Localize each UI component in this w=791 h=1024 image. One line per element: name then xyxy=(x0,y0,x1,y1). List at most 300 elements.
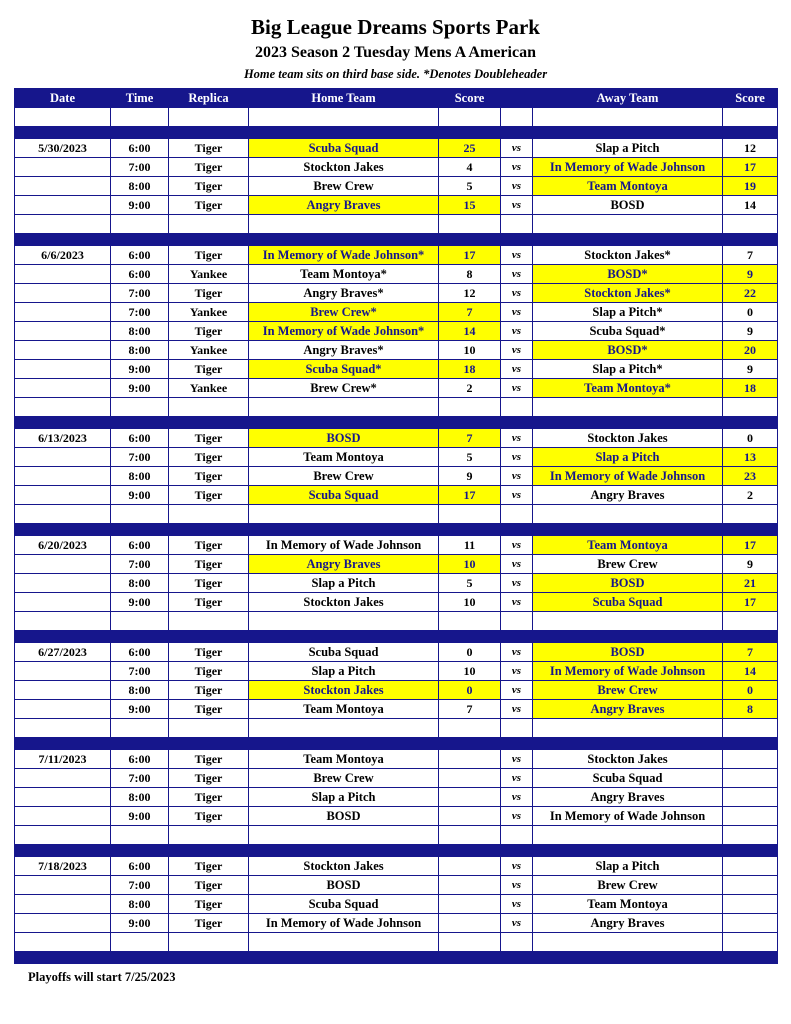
cell-date xyxy=(15,914,111,933)
cell-vs: vs xyxy=(501,246,533,265)
cell-away-team: BOSD xyxy=(533,574,723,593)
cell-away-score: 19 xyxy=(723,177,778,196)
cell-vs: vs xyxy=(501,196,533,215)
table-row xyxy=(15,555,778,574)
column-header-away-team: Away Team xyxy=(533,89,723,108)
cell-date xyxy=(15,486,111,505)
cell-home-team: Scuba Squad xyxy=(249,486,439,505)
spacer-cell xyxy=(249,933,439,952)
week-separator-cell xyxy=(533,738,723,750)
cell-away-team: Slap a Pitch xyxy=(533,139,723,158)
table-row xyxy=(15,486,778,505)
spacer-cell xyxy=(15,505,111,524)
cell-home-score: 0 xyxy=(439,681,501,700)
spacer-row xyxy=(15,933,778,952)
cell-replica: Tiger xyxy=(169,486,249,505)
cell-vs: vs xyxy=(501,857,533,876)
cell-home-team: Brew Crew* xyxy=(249,303,439,322)
table-row xyxy=(15,379,778,398)
table-row xyxy=(15,700,778,719)
cell-time: 8:00 xyxy=(111,467,169,486)
spacer-cell xyxy=(15,398,111,417)
spacer-row xyxy=(15,826,778,845)
spacer-cell xyxy=(501,612,533,631)
cell-date xyxy=(15,895,111,914)
week-separator-row xyxy=(15,524,778,536)
cell-time: 7:00 xyxy=(111,448,169,467)
cell-away-score: 0 xyxy=(723,429,778,448)
week-separator-cell xyxy=(501,524,533,536)
week-separator-cell xyxy=(15,631,111,643)
week-separator-cell xyxy=(169,524,249,536)
cell-vs: vs xyxy=(501,593,533,612)
spacer-cell xyxy=(169,612,249,631)
cell-away-team: Slap a Pitch* xyxy=(533,303,723,322)
spacer-row xyxy=(15,719,778,738)
week-separator-cell xyxy=(169,417,249,429)
cell-away-team: Scuba Squad* xyxy=(533,322,723,341)
cell-away-score: 17 xyxy=(723,593,778,612)
table-row xyxy=(15,196,778,215)
cell-home-team: Stockton Jakes xyxy=(249,681,439,700)
cell-vs: vs xyxy=(501,429,533,448)
cell-vs: vs xyxy=(501,265,533,284)
cell-home-team: Slap a Pitch xyxy=(249,788,439,807)
spacer-cell xyxy=(15,215,111,234)
cell-away-team: Stockton Jakes xyxy=(533,750,723,769)
cell-home-score xyxy=(439,914,501,933)
table-row xyxy=(15,788,778,807)
table-row xyxy=(15,681,778,700)
cell-time: 9:00 xyxy=(111,700,169,719)
spacer-cell xyxy=(249,826,439,845)
page-subtitle: 2023 Season 2 Tuesday Mens A American xyxy=(255,44,536,61)
week-separator-cell xyxy=(723,845,778,857)
week-separator-cell xyxy=(501,417,533,429)
spacer-cell xyxy=(111,505,169,524)
cell-replica: Tiger xyxy=(169,876,249,895)
cell-home-score: 7 xyxy=(439,700,501,719)
spacer-cell xyxy=(439,215,501,234)
column-header-time: Time xyxy=(111,89,169,108)
cell-home-team: Brew Crew xyxy=(249,769,439,788)
cell-home-score xyxy=(439,807,501,826)
cell-replica: Tiger xyxy=(169,448,249,467)
week-separator-cell xyxy=(111,845,169,857)
column-header-home-team: Home Team xyxy=(249,89,439,108)
table-row xyxy=(15,662,778,681)
spacer-cell xyxy=(111,108,169,127)
cell-replica: Yankee xyxy=(169,303,249,322)
cell-away-score xyxy=(723,914,778,933)
week-separator-row xyxy=(15,738,778,750)
cell-away-score xyxy=(723,807,778,826)
spacer-cell xyxy=(111,826,169,845)
cell-date xyxy=(15,284,111,303)
cell-away-score: 17 xyxy=(723,536,778,555)
spacer-cell xyxy=(439,108,501,127)
cell-time: 7:00 xyxy=(111,769,169,788)
cell-date xyxy=(15,379,111,398)
cell-vs: vs xyxy=(501,486,533,505)
spacer-cell xyxy=(15,933,111,952)
week-separator-cell xyxy=(501,738,533,750)
spacer-cell xyxy=(111,215,169,234)
cell-away-team: Brew Crew xyxy=(533,555,723,574)
spacer-cell xyxy=(249,719,439,738)
week-separator-cell xyxy=(111,738,169,750)
spacer-cell xyxy=(501,108,533,127)
table-row xyxy=(15,467,778,486)
spacer-cell xyxy=(249,108,439,127)
cell-vs: vs xyxy=(501,914,533,933)
week-separator-row xyxy=(15,417,778,429)
cell-date xyxy=(15,769,111,788)
table-row xyxy=(15,177,778,196)
spacer-row xyxy=(15,505,778,524)
cell-home-team: Brew Crew xyxy=(249,467,439,486)
cell-date xyxy=(15,303,111,322)
table-row xyxy=(15,322,778,341)
cell-away-team: In Memory of Wade Johnson xyxy=(533,158,723,177)
cell-away-score: 14 xyxy=(723,196,778,215)
cell-vs: vs xyxy=(501,139,533,158)
cell-home-team: Slap a Pitch xyxy=(249,574,439,593)
cell-vs: vs xyxy=(501,807,533,826)
spacer-cell xyxy=(439,612,501,631)
cell-home-score: 5 xyxy=(439,177,501,196)
cell-away-score: 9 xyxy=(723,555,778,574)
cell-away-team: Brew Crew xyxy=(533,681,723,700)
cell-date xyxy=(15,788,111,807)
cell-away-team: Scuba Squad xyxy=(533,593,723,612)
week-separator-cell xyxy=(249,631,439,643)
week-separator-cell xyxy=(501,631,533,643)
spacer-row xyxy=(15,215,778,234)
cell-away-score: 23 xyxy=(723,467,778,486)
spacer-cell xyxy=(439,933,501,952)
cell-time: 6:00 xyxy=(111,139,169,158)
week-separator-cell xyxy=(169,952,249,964)
cell-time: 9:00 xyxy=(111,593,169,612)
cell-away-score xyxy=(723,750,778,769)
spacer-cell xyxy=(111,612,169,631)
cell-vs: vs xyxy=(501,379,533,398)
week-separator-cell xyxy=(723,952,778,964)
week-separator-cell xyxy=(249,234,439,246)
spacer-cell xyxy=(533,719,723,738)
cell-home-team: Angry Braves* xyxy=(249,341,439,360)
cell-away-score: 7 xyxy=(723,643,778,662)
cell-away-score: 9 xyxy=(723,360,778,379)
table-row xyxy=(15,643,778,662)
spacer-cell xyxy=(533,398,723,417)
cell-home-score: 7 xyxy=(439,429,501,448)
cell-vs: vs xyxy=(501,574,533,593)
cell-time: 7:00 xyxy=(111,158,169,177)
cell-away-team: Stockton Jakes* xyxy=(533,246,723,265)
spacer-cell xyxy=(723,719,778,738)
cell-home-score: 7 xyxy=(439,303,501,322)
cell-date xyxy=(15,876,111,895)
cell-replica: Tiger xyxy=(169,536,249,555)
cell-vs: vs xyxy=(501,643,533,662)
cell-home-team: Angry Braves xyxy=(249,555,439,574)
week-separator-cell xyxy=(249,127,439,139)
page-title: Big League Dreams Sports Park xyxy=(251,15,540,39)
cell-vs: vs xyxy=(501,303,533,322)
cell-vs: vs xyxy=(501,895,533,914)
cell-date xyxy=(15,341,111,360)
cell-time: 7:00 xyxy=(111,303,169,322)
column-header-date: Date xyxy=(15,89,111,108)
week-separator-cell xyxy=(169,845,249,857)
cell-vs: vs xyxy=(501,662,533,681)
week-separator-cell xyxy=(111,631,169,643)
cell-away-score: 21 xyxy=(723,574,778,593)
cell-replica: Tiger xyxy=(169,895,249,914)
cell-vs: vs xyxy=(501,360,533,379)
cell-home-team: Stockton Jakes xyxy=(249,857,439,876)
cell-away-score: 2 xyxy=(723,486,778,505)
cell-away-team: Slap a Pitch xyxy=(533,857,723,876)
cell-away-score xyxy=(723,788,778,807)
cell-away-team: Slap a Pitch xyxy=(533,448,723,467)
cell-away-team: In Memory of Wade Johnson xyxy=(533,467,723,486)
spacer-cell xyxy=(439,398,501,417)
cell-replica: Tiger xyxy=(169,467,249,486)
cell-replica: Tiger xyxy=(169,360,249,379)
cell-time: 6:00 xyxy=(111,536,169,555)
cell-home-score xyxy=(439,857,501,876)
cell-home-score xyxy=(439,895,501,914)
cell-home-score: 17 xyxy=(439,246,501,265)
cell-home-team: In Memory of Wade Johnson* xyxy=(249,322,439,341)
cell-time: 8:00 xyxy=(111,341,169,360)
cell-time: 7:00 xyxy=(111,876,169,895)
cell-time: 8:00 xyxy=(111,574,169,593)
spacer-cell xyxy=(723,933,778,952)
cell-date xyxy=(15,467,111,486)
cell-date xyxy=(15,448,111,467)
cell-away-team: Angry Braves xyxy=(533,914,723,933)
spacer-row xyxy=(15,612,778,631)
cell-replica: Tiger xyxy=(169,429,249,448)
week-separator-cell xyxy=(15,234,111,246)
cell-away-team: Slap a Pitch* xyxy=(533,360,723,379)
cell-home-score: 10 xyxy=(439,341,501,360)
cell-away-team: In Memory of Wade Johnson xyxy=(533,662,723,681)
cell-home-team: Scuba Squad* xyxy=(249,360,439,379)
cell-vs: vs xyxy=(501,467,533,486)
cell-away-score: 14 xyxy=(723,662,778,681)
spacer-cell xyxy=(249,505,439,524)
week-separator-cell xyxy=(249,738,439,750)
cell-time: 9:00 xyxy=(111,360,169,379)
spacer-row xyxy=(15,108,778,127)
week-separator-cell xyxy=(533,127,723,139)
cell-replica: Tiger xyxy=(169,700,249,719)
spacer-cell xyxy=(111,398,169,417)
cell-home-team: Team Montoya xyxy=(249,750,439,769)
cell-replica: Tiger xyxy=(169,681,249,700)
cell-vs: vs xyxy=(501,284,533,303)
cell-date: 5/30/2023 xyxy=(15,139,111,158)
table-row xyxy=(15,593,778,612)
week-separator-cell xyxy=(439,952,501,964)
cell-date xyxy=(15,196,111,215)
cell-replica: Tiger xyxy=(169,177,249,196)
table-row xyxy=(15,429,778,448)
cell-away-team: Stockton Jakes xyxy=(533,429,723,448)
cell-home-score: 4 xyxy=(439,158,501,177)
spacer-cell xyxy=(533,612,723,631)
week-separator-cell xyxy=(723,524,778,536)
cell-time: 9:00 xyxy=(111,486,169,505)
cell-away-team: Brew Crew xyxy=(533,876,723,895)
cell-home-team: Scuba Squad xyxy=(249,895,439,914)
cell-away-score: 7 xyxy=(723,246,778,265)
spacer-cell xyxy=(169,215,249,234)
table-row xyxy=(15,360,778,379)
spacer-cell xyxy=(169,826,249,845)
cell-away-score xyxy=(723,895,778,914)
spacer-cell xyxy=(533,826,723,845)
cell-home-score: 12 xyxy=(439,284,501,303)
cell-time: 9:00 xyxy=(111,914,169,933)
cell-date xyxy=(15,807,111,826)
week-separator-cell xyxy=(15,127,111,139)
week-separator-cell xyxy=(533,524,723,536)
cell-replica: Tiger xyxy=(169,643,249,662)
cell-home-team: Scuba Squad xyxy=(249,139,439,158)
spacer-cell xyxy=(15,719,111,738)
schedule-table xyxy=(14,88,778,964)
cell-away-score: 9 xyxy=(723,322,778,341)
spacer-cell xyxy=(501,398,533,417)
spacer-cell xyxy=(723,398,778,417)
table-row xyxy=(15,448,778,467)
cell-date xyxy=(15,700,111,719)
spacer-cell xyxy=(249,398,439,417)
cell-away-score: 13 xyxy=(723,448,778,467)
cell-replica: Tiger xyxy=(169,914,249,933)
cell-away-team: Angry Braves xyxy=(533,486,723,505)
spacer-cell xyxy=(169,933,249,952)
cell-away-team: Team Montoya xyxy=(533,177,723,196)
week-separator-cell xyxy=(249,524,439,536)
cell-time: 6:00 xyxy=(111,643,169,662)
spacer-cell xyxy=(501,826,533,845)
cell-date: 7/11/2023 xyxy=(15,750,111,769)
week-separator-cell xyxy=(439,524,501,536)
cell-replica: Tiger xyxy=(169,593,249,612)
cell-time: 8:00 xyxy=(111,322,169,341)
cell-replica: Tiger xyxy=(169,574,249,593)
cell-time: 9:00 xyxy=(111,196,169,215)
cell-date xyxy=(15,662,111,681)
cell-away-score: 18 xyxy=(723,379,778,398)
cell-date xyxy=(15,177,111,196)
cell-vs: vs xyxy=(501,341,533,360)
table-row xyxy=(15,876,778,895)
cell-time: 6:00 xyxy=(111,246,169,265)
cell-home-score: 11 xyxy=(439,536,501,555)
spacer-cell xyxy=(723,612,778,631)
cell-time: 7:00 xyxy=(111,662,169,681)
cell-vs: vs xyxy=(501,536,533,555)
cell-home-team: In Memory of Wade Johnson xyxy=(249,536,439,555)
table-row xyxy=(15,536,778,555)
week-separator-cell xyxy=(501,234,533,246)
cell-home-score: 25 xyxy=(439,139,501,158)
spacer-cell xyxy=(501,719,533,738)
week-separator-cell xyxy=(111,417,169,429)
cell-date xyxy=(15,158,111,177)
cell-home-team: Angry Braves* xyxy=(249,284,439,303)
cell-home-score: 15 xyxy=(439,196,501,215)
cell-home-score xyxy=(439,876,501,895)
cell-away-team: Team Montoya xyxy=(533,895,723,914)
week-separator-cell xyxy=(439,234,501,246)
cell-away-score: 9 xyxy=(723,265,778,284)
spacer-cell xyxy=(169,398,249,417)
spacer-cell xyxy=(723,826,778,845)
cell-vs: vs xyxy=(501,158,533,177)
cell-time: 9:00 xyxy=(111,379,169,398)
spacer-cell xyxy=(439,826,501,845)
cell-away-score xyxy=(723,769,778,788)
week-separator-cell xyxy=(723,417,778,429)
cell-away-team: BOSD* xyxy=(533,341,723,360)
table-row xyxy=(15,769,778,788)
week-separator-cell xyxy=(439,631,501,643)
cell-date: 7/18/2023 xyxy=(15,857,111,876)
table-row xyxy=(15,807,778,826)
week-separator-cell xyxy=(439,845,501,857)
week-separator-cell xyxy=(533,417,723,429)
spacer-cell xyxy=(501,215,533,234)
spacer-cell xyxy=(15,612,111,631)
cell-home-team: BOSD xyxy=(249,807,439,826)
cell-home-score: 10 xyxy=(439,555,501,574)
table-row xyxy=(15,158,778,177)
cell-home-score: 18 xyxy=(439,360,501,379)
cell-away-team: Team Montoya xyxy=(533,536,723,555)
cell-home-score: 2 xyxy=(439,379,501,398)
week-separator-cell xyxy=(723,234,778,246)
week-separator-cell xyxy=(111,524,169,536)
spacer-cell xyxy=(723,505,778,524)
table-row xyxy=(15,750,778,769)
week-separator-cell xyxy=(533,631,723,643)
table-row xyxy=(15,341,778,360)
cell-date xyxy=(15,574,111,593)
playoffs-note: Playoffs will start 7/25/2023 xyxy=(28,970,176,984)
spacer-cell xyxy=(723,108,778,127)
cell-replica: Tiger xyxy=(169,662,249,681)
cell-date xyxy=(15,265,111,284)
week-separator-cell xyxy=(15,845,111,857)
spacer-cell xyxy=(249,612,439,631)
cell-away-team: Scuba Squad xyxy=(533,769,723,788)
cell-time: 8:00 xyxy=(111,681,169,700)
cell-date: 6/20/2023 xyxy=(15,536,111,555)
spacer-cell xyxy=(169,719,249,738)
cell-away-score xyxy=(723,876,778,895)
week-separator-cell xyxy=(723,738,778,750)
cell-replica: Tiger xyxy=(169,769,249,788)
